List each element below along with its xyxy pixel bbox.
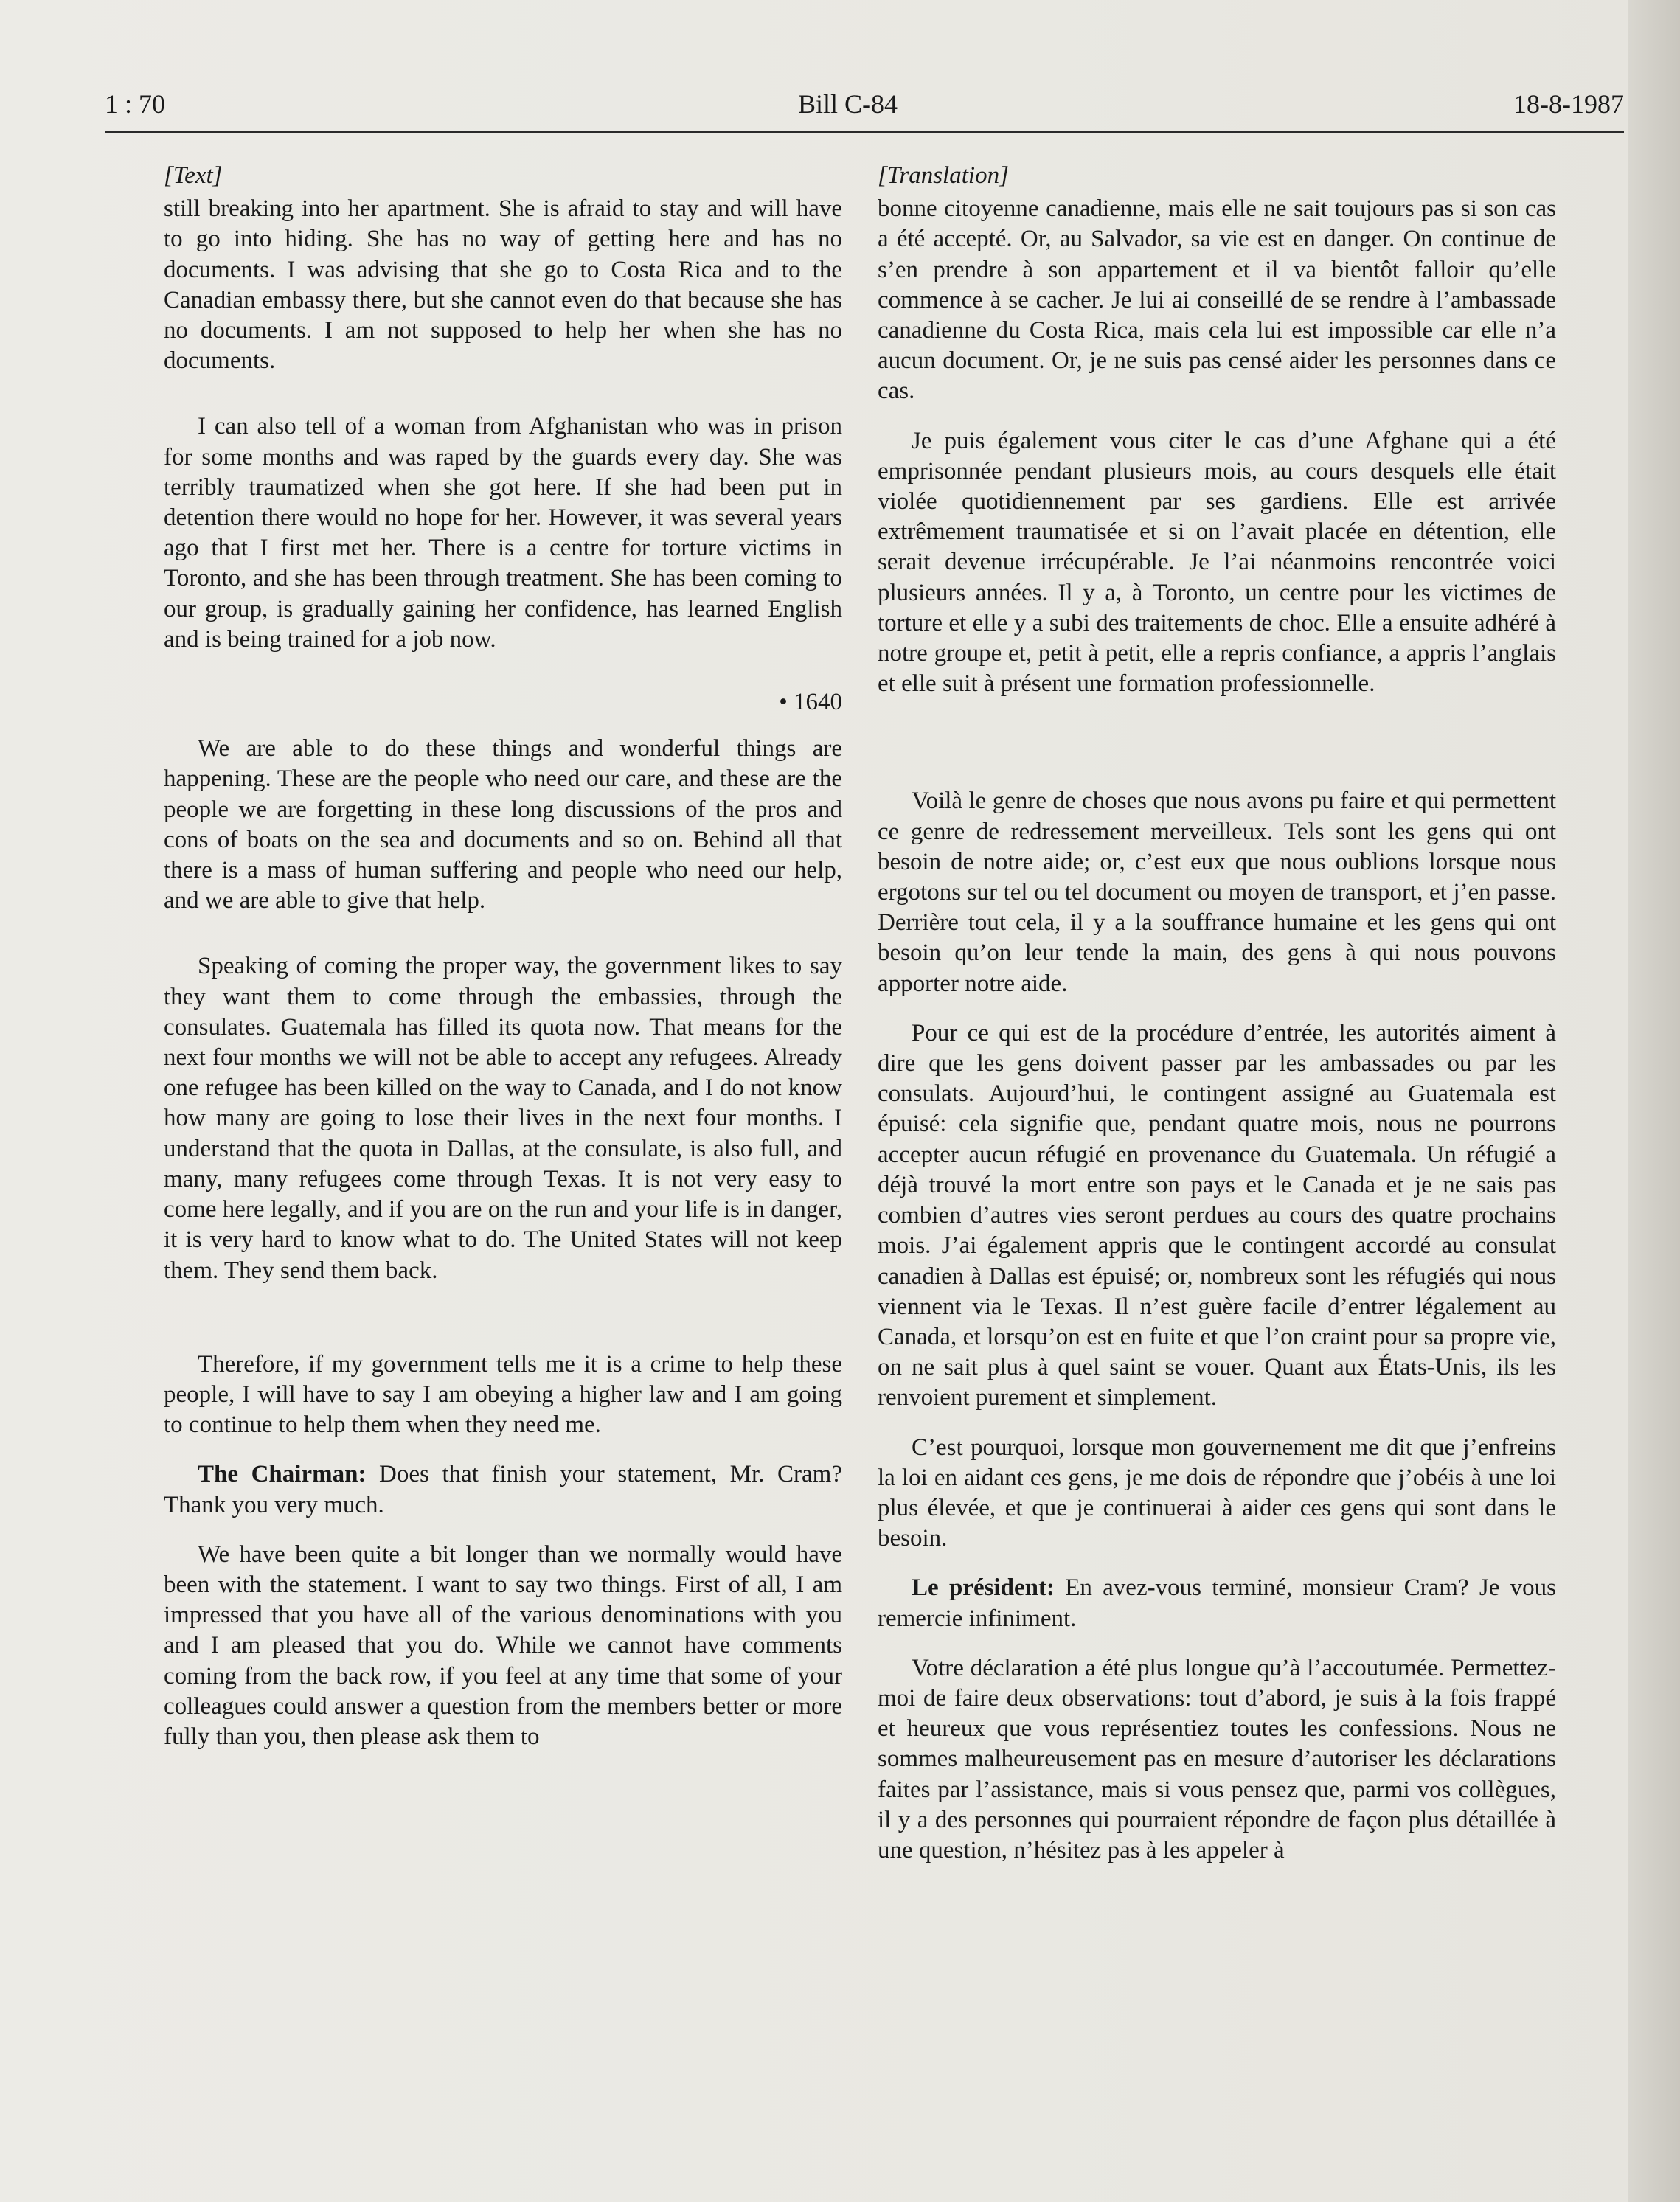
translation-label: [Translation] <box>878 162 1009 189</box>
paragraph: still breaking into her apartment. She is afraid to stay and will have to go into hiding. She has no way of getting here and has no documents. I was advising that she go to Costa Rica and to the Canadian embassy there, but she cannot even do that because she has no documents. I am not supposed to help her when she has no documents. <box>164 195 842 375</box>
header-rule <box>105 131 1624 133</box>
speaker-name: Le président: <box>912 1574 1055 1602</box>
header-date: 18-8-1987 <box>1513 89 1624 119</box>
text-label: [Text] <box>164 162 223 189</box>
paragraph: Voilà le genre de choses que nous avons pu faire et qui permettent ce genre de redressement merveilleux. Tels sont les gens qui ont besoin de notre aide; or, c’est eux que nous oublions lorsque nous ergotons sur tel ou tel document ou moyen de transport, et j’en passe. Derrière tout cela, il y a la souffrance humaine et les gens qui ont besoin qu’on leur tende la main, des gens à qui nous pouvons apporter notre aide. <box>878 788 1556 997</box>
paragraph: We are able to do these things and wonderful things are happening. These are the people who need our care, and these are the people we are forgetting in these long discussions of the pros and cons of boats on the sea and documents and so on. Behind all that there is a mass of human suffering and people who need our help, and we are able to give that help. <box>164 735 842 914</box>
page-number: 1 : 70 <box>105 89 166 119</box>
paragraph: I can also tell of a woman from Afghanistan who was in prison for some months and was raped by the guards every day. She was terribly traumatized when she got here. If she had been put in detention there would no hope for her. However, it was several years ago that I first met her. There is a centre for torture victims in Toronto, and she has been through treatment. She has been coming to our group, is gradually gaining her confidence, has learned English and is being trained for a job now. <box>164 413 842 653</box>
paragraph: We have been quite a bit longer than we normally would have been with the statement. I want to say two things. First of all, I am impressed that you have all of the various denominations with you and I am pleased that you do. While we cannot have comments coming from the back row, if you feel at any time that some of your colleagues could answer a question from the members better or more fully than you, then please ask them to <box>164 1541 842 1750</box>
president-statement <box>878 1573 1556 1633</box>
bill-title: Bill C-84 <box>798 89 898 119</box>
page-header <box>105 86 1624 137</box>
paragraph: Speaking of coming the proper way, the government likes to say they want them to come through the embassies, through the consulates. Guatemala has filled its quota now. That means for the next four months we will not be able to accept any refugees. Already one refugee has been killed on the way to Canada, and I do not know how many are going to lose their lives in the next four months. I understand that the quota in Dallas, at the consulate, is also full, and many, many refugees come through Texas. It is not very easy to come here legally, and if you are on the run and your life is in danger, it is very hard to know what to do. The United States will not keep them. They send them back. <box>164 953 842 1284</box>
paragraph: Pour ce qui est de la procédure d’entrée, les autorités aiment à dire que les gens doivent passer par les ambassades ou par les consulats. Aujourd’hui, le contingent assigné au Guatemala est épuisé: cela signifie que, pendant quatre mois, nous ne pourrons accepter aucun réfugié en provenance du Guatemala. Un réfugié a déjà trouvé la mort entre son pays et le Canada et je ne sais pas combien d’autres vies seront perdues au cours des quatre prochains mois. J’ai également appris que le contingent accordé au consulat canadien à Dallas est épuisé; or, nombreux sont les réfugiés qui nous viennent via le Texas. Il n’est guère facile d’entrer légalement au Canada, et lorsqu’on est en fuite et que l’on craint pour sa propre vie, on ne sait plus à quel saint se vouer. Quant aux États-Unis, ils les renvoient purement et simplement. <box>878 1019 1556 1411</box>
chairman-statement <box>164 1459 842 1520</box>
paragraph: Je puis également vous citer le cas d’une Afghane qui a été emprisonnée pendant plusieurs mois, au cours desquels elle était violée quotidiennement par ses gardiens. Elle est arrivée extrêmement traumatisée et si on l’avait placée en détention, elle serait devenue irrécupérable. Je l’ai néanmoins rencontrée voici plusieurs années. Il y a, à Toronto, un centre pour les victimes de torture et elle y a subi des traitements de choc. Elle a ensuite adhéré à notre groupe et, petit à petit, elle a repris confiance, a appris l’anglais et elle suit à présent une formation professionnelle. <box>878 427 1556 698</box>
speaker-text: Does that finish your statement, Mr. Cram? Thank you very much. <box>164 1461 842 1518</box>
french-column <box>878 161 1556 1885</box>
paragraph: Therefore, if my government tells me it is a crime to help these people, I will have to say I am obeying a higher law and I am going to continue to help them when they need me. <box>164 1350 842 1439</box>
speaker-text: En avez-vous terminé, monsieur Cram? Je vous remercie infiniment. <box>878 1574 1556 1632</box>
paragraph: Votre déclaration a été plus longue qu’à l’accoutumée. Permettez-moi de faire deux observations: tout d’abord, je suis à la fois frappé et heureux que vous représentiez toutes les confessions. Nous ne sommes malheureusement pas en mesure d’autoriser les déclarations faites par l’assistance, mais si vous pensez que, parmi vos collègues, il y a des personnes qui pourraient répondre de façon plus détaillée à une question, n’hésitez pas à les appeler à <box>878 1654 1556 1864</box>
page-edge <box>1628 0 1680 2202</box>
paragraph: C’est pourquoi, lorsque mon gouvernement me dit que j’enfreins la loi en aidant ces gens, je me dois de répondre que j’obéis à une loi plus élevée, et que je continuerai à aider ces gens qui sont dans le besoin. <box>878 1434 1556 1552</box>
english-column <box>164 161 842 1771</box>
speaker-name: The Chairman: <box>198 1461 367 1488</box>
paragraph: bonne citoyenne canadienne, mais elle ne sait toujours pas si son cas a été accepté. Or, au Salvador, sa vie est en danger. On continue de s’en prendre à son appartement et il va bientôt falloir qu’elle commence à se cacher. Je lui ai conseillé de se rendre à l’ambassade canadienne du Costa Rica, mais cela lui est impossible car elle n’a aucun document. Or, je ne suis pas censé aider les personnes dans ce cas. <box>878 195 1556 405</box>
time-marker: • 1640 <box>779 689 842 716</box>
